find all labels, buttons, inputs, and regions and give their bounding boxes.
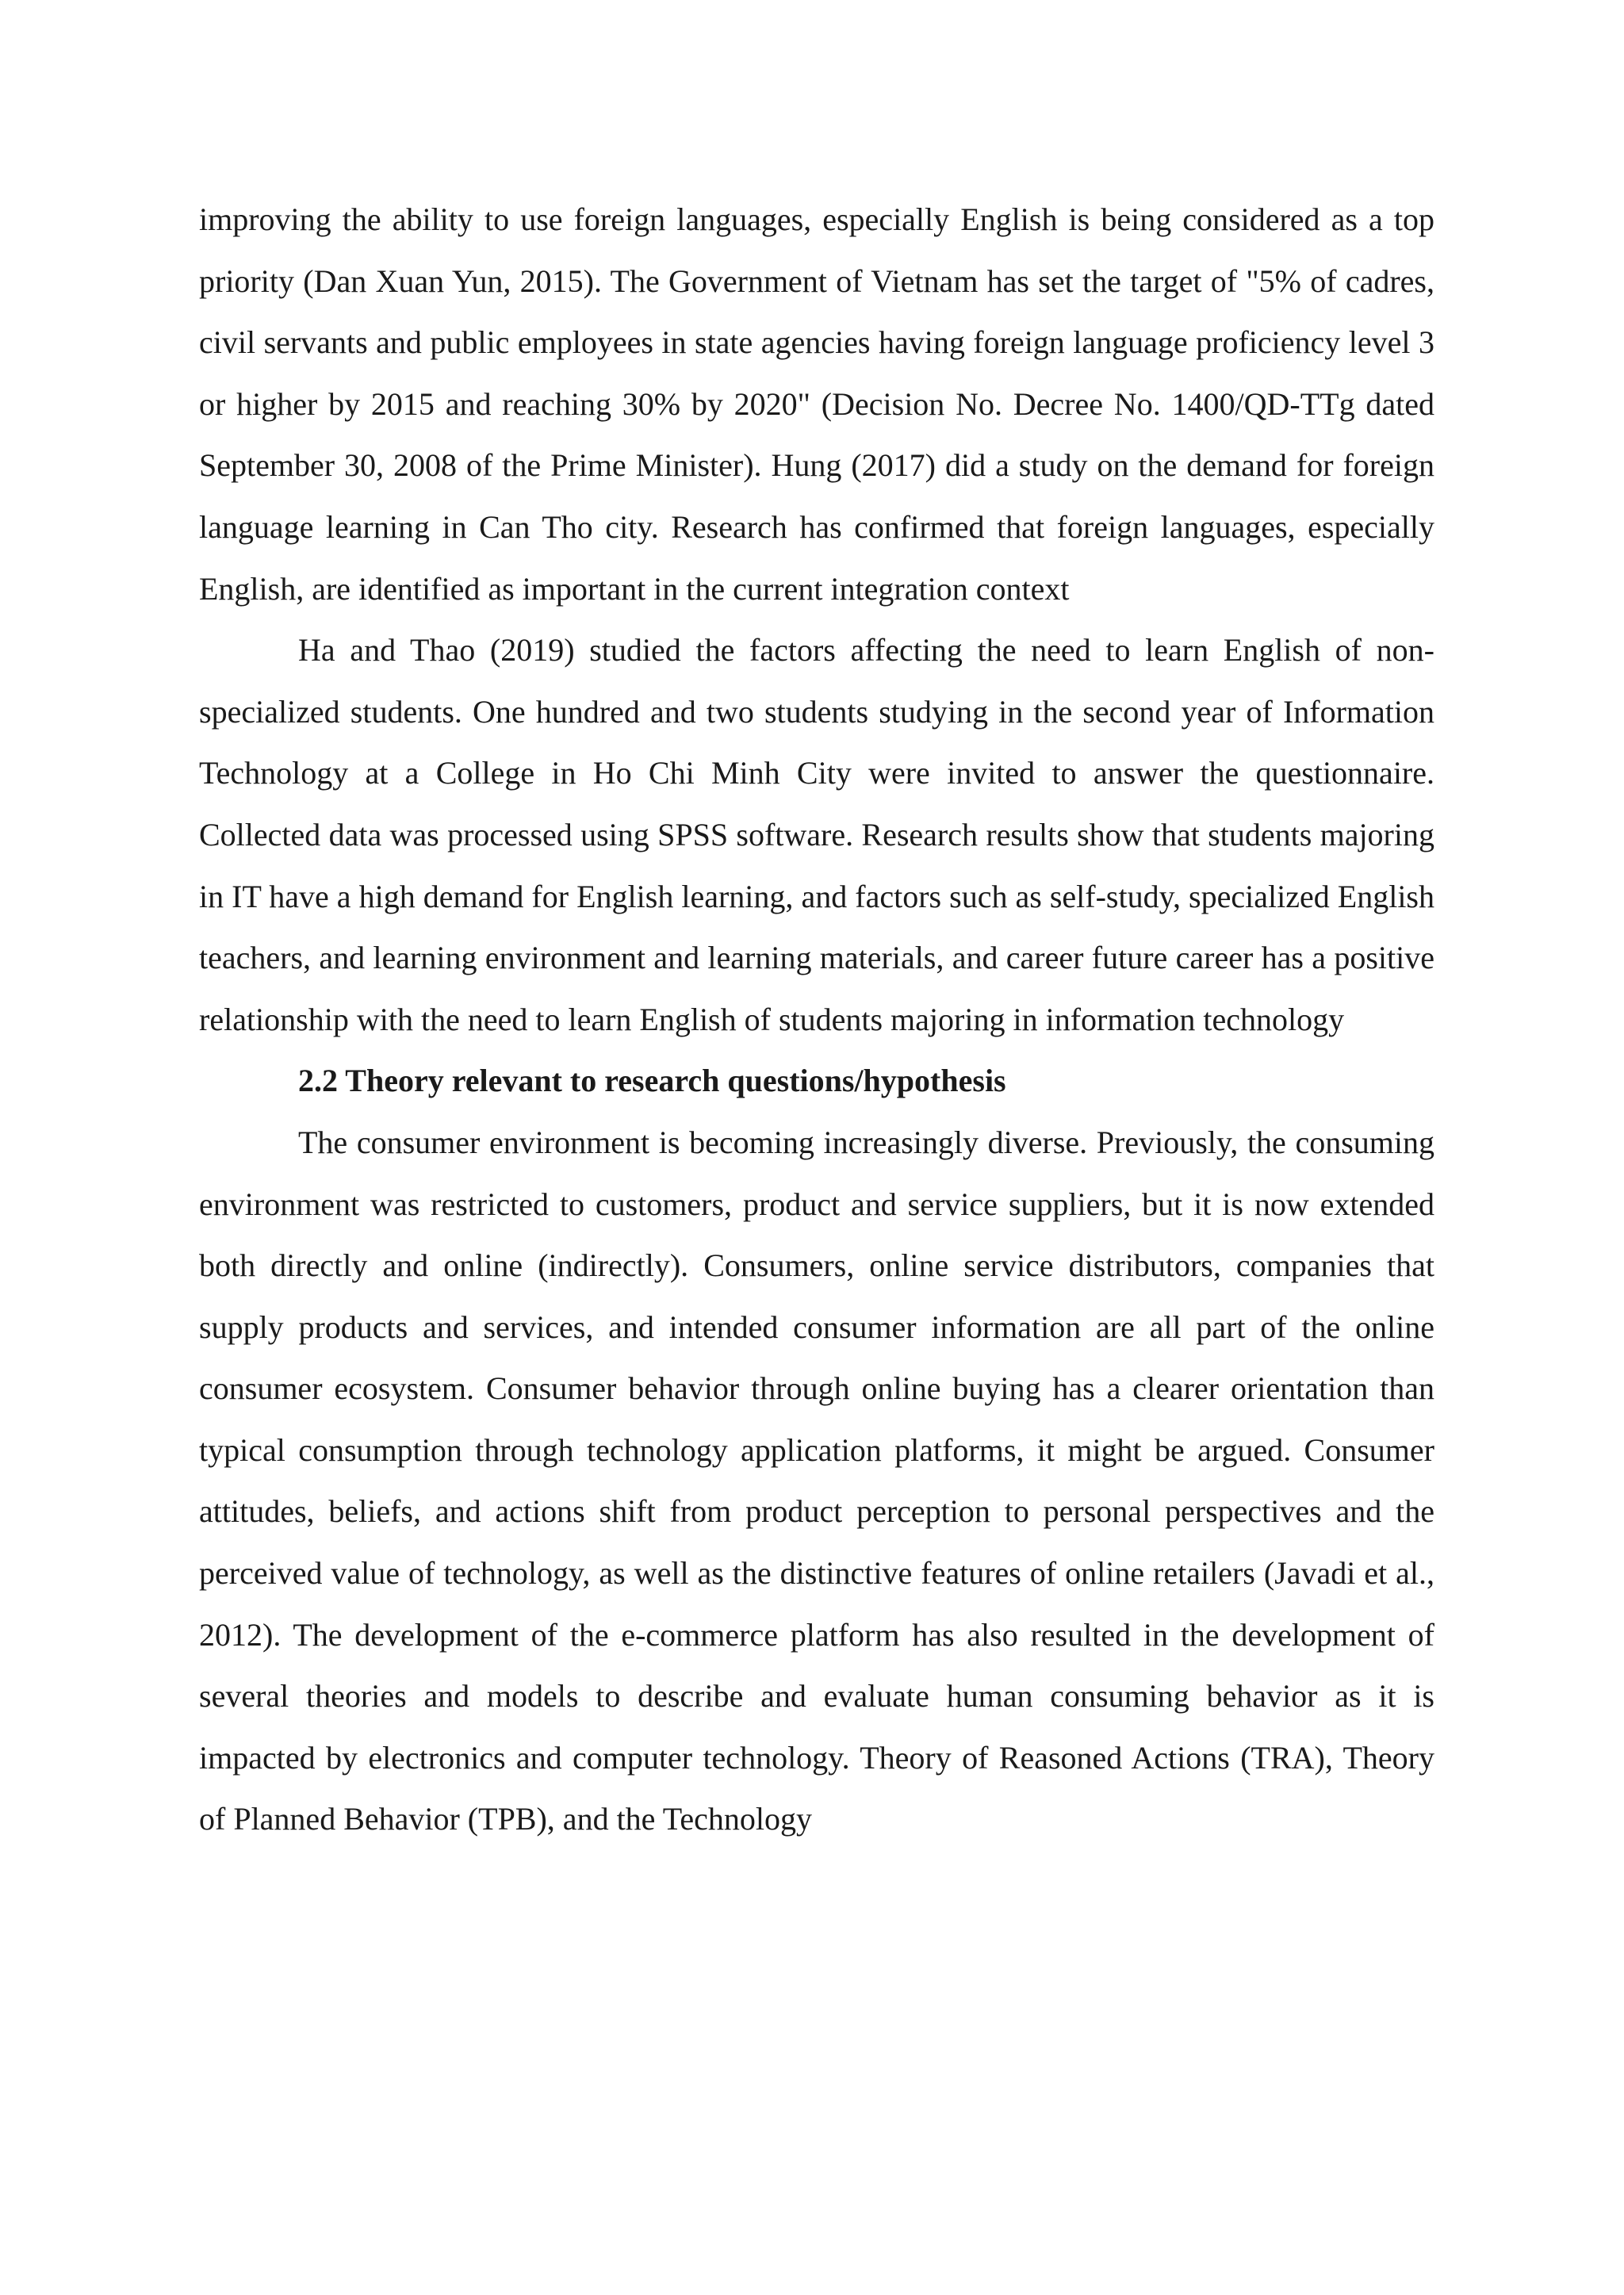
paragraph-consumer-environment: The consumer environment is becoming increasingly diverse. Previously, the consuming environment was restricted to customers, product and service suppliers, but it is now extended both directly and online (indirectly). Consumers, online service distributors, companies that supply products and services, and intended consumer information are all part of the online consumer ecosystem. Consumer behavior through online buying has a clearer orientation than typical consumption through technology application platforms, it might be argued. Consumer attitudes, beliefs, and actions shift from product perception to personal perspectives and the perceived value of technology, as well as the distinctive features of online retailers (Javadi et al., 2012). The development of the e-commerce platform has also resulted in the development of several theories and models to describe and evaluate human consuming behavior as it is impacted by electronics and computer technology. Theory of Reasoned Actions (TRA), Theory of Planned Behavior (TPB), and the Technology xyxy=(199,1124,1434,1837)
paragraph-foreign-language-priority: improving the ability to use foreign languages, especially English is being considered as a top priority (Dan Xuan Yun, 2015). The Government of Vietnam has set the target of "5% of cadres, civil servants and public employees in state agencies having foreign language proficiency level 3 or higher by 2015 and reaching 30% by 2020" (Decision No. Decree No. 1400/QD-TTg dated September 30, 2008 of the Prime Minister). Hung (2017) did a study on the demand for foreign language learning in Can Tho city. Research has confirmed that foreign languages, especially English, are identified as important in the current integration context xyxy=(199,201,1434,607)
document-body xyxy=(199,189,1434,1850)
paragraph-ha-thao-study: Ha and Thao (2019) studied the factors affecting the need to learn English of non-specialized students. One hundred and two students studying in the second year of Information Technology at a College in Ho Chi Minh City were invited to answer the questionnaire. Collected data was processed using SPSS software. Research results show that students majoring in IT have a high demand for English learning, and factors such as self-study, specialized English teachers, and learning environment and learning materials, and career future career has a positive relationship with the need to learn English of students majoring in information technology xyxy=(199,632,1434,1037)
section-heading-2-2: 2.2 Theory relevant to research questions/hypothesis xyxy=(298,1063,1006,1099)
